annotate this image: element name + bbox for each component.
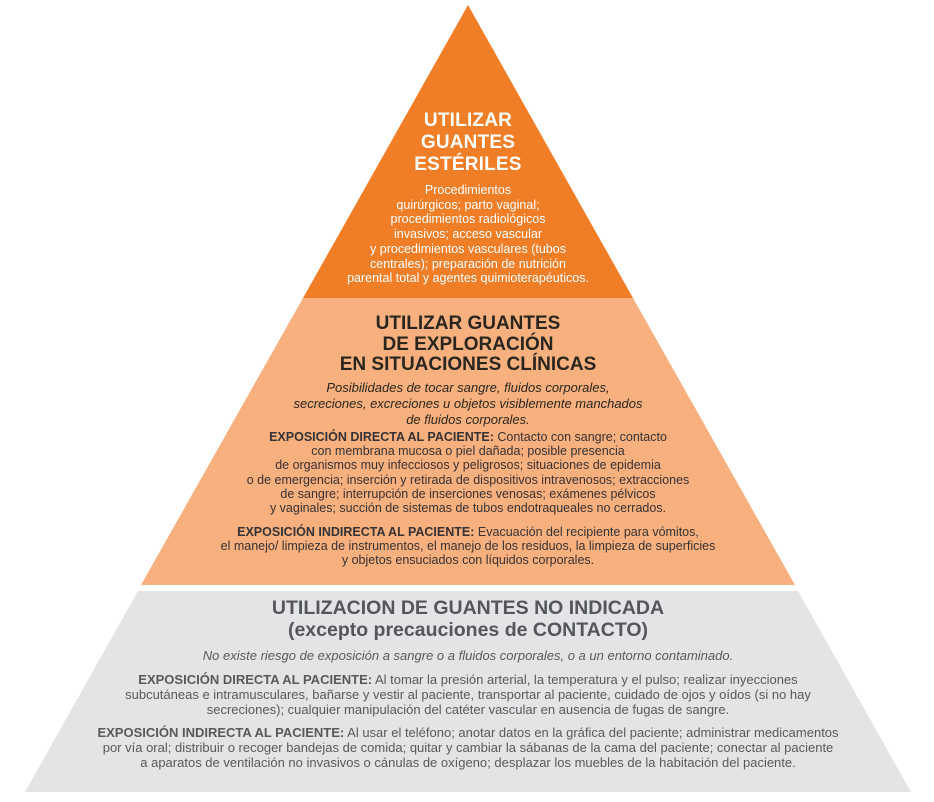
tier2-heading-line: UTILIZAR GUANTES (375, 313, 561, 334)
tier1-body-line: Procedimientos (424, 183, 512, 197)
paragraph-line: con membrana mucosa o piel dañada; posible presencia (311, 444, 625, 459)
tier2-subtitle-line: secreciones, excreciones u objetos visiblemente manchados (293, 395, 643, 411)
tier2-subtitle (293, 380, 642, 427)
tier2-direct-exposure-label: EXPOSICIÓN DIRECTA AL PACIENTE: (269, 430, 494, 444)
tier1-heading-line: ESTÉRILES (414, 154, 522, 175)
paragraph-line: a aparatos de ventilación no invasivos o cánulas de oxígeno; desplazar los muebles de la habitación del paciente. (140, 754, 796, 770)
tier3-subtitle (203, 648, 733, 664)
tier3-indirect-exposure-label: EXPOSICIÓN INDIRECTA AL PACIENTE: (97, 725, 345, 740)
tier3-direct-exposure-label: EXPOSICIÓN DIRECTA AL PACIENTE: (138, 672, 373, 687)
paragraph-line (97, 726, 838, 741)
paragraph-line (221, 525, 716, 539)
paragraph-line: de sangre; interrupción de inserciones venosas; exámenes pélvicos (280, 486, 656, 501)
tier3-heading-line: (excepto precauciones de CONTACTO) (287, 618, 649, 641)
tier3-direct-exposure-paragraph (125, 673, 811, 717)
paragraph-line (247, 430, 690, 444)
paragraph-line: subcutáneas e intramusculares, bañarse y vestir al paciente, transportar al paciente, cuidado de ojos y oídos (si no hay (125, 686, 811, 702)
tier3-heading-line: UTILIZACION DE GUANTES NO INDICADA (271, 597, 665, 619)
tier3-indirect-exposure-paragraph (97, 726, 838, 770)
tier2-heading (340, 314, 597, 376)
paragraph-line-text: Al tomar la presión arterial, la temperatura y el pulso; realizar inyecciones (374, 672, 798, 687)
paragraph-line-text: Contacto con sangre; contacto (497, 430, 667, 444)
paragraph-line: y vaginales; succión de sistemas de tubos endotraqueales no cerrados. (269, 501, 667, 516)
tier2-indirect-exposure-paragraph (221, 525, 716, 568)
paragraph-line: el manejo/ limpieza de instrumentos, el manejo de los residuos, la limpieza de superficies (220, 539, 716, 554)
tier2-subtitle-line: de fluidos corporales. (406, 411, 530, 427)
tier1-body-line: procedimientos radiológicos (390, 212, 546, 227)
tier2-heading-line: DE EXPLORACIÓN (382, 333, 554, 355)
paragraph-line: secreciones); cualquier manipulación del catéter vascular en ausencia de fugas de sangre. (206, 701, 730, 717)
tier1-body-line: y procedimientos vasculares (tubos (370, 241, 566, 256)
tier1-body (347, 183, 589, 286)
paragraph-line (125, 673, 811, 688)
tier2-indirect-exposure-label: EXPOSICIÓN INDIRECTA AL PACIENTE: (237, 525, 475, 539)
tier1-body-line: quirúrgicos; parto vaginal; (396, 197, 540, 212)
tier1-body-line: invasivos; acceso vascular (394, 227, 542, 242)
tier3-heading (272, 598, 664, 641)
tier2-direct-exposure-paragraph (247, 430, 690, 515)
tier1-heading-line: UTILIZAR (423, 110, 513, 131)
paragraph-line: por vía oral; distribuir o recoger bandejas de comida; quitar y cambiar la sábanas de la cama del paciente; conectar al paciente (102, 739, 834, 755)
tier1-heading-line: GUANTES (420, 132, 516, 153)
tier2-heading-line: EN SITUACIONES CLÍNICAS (339, 354, 597, 375)
tier1-heading (414, 110, 521, 176)
tier1-body-line: centrales); preparación de nutrición (370, 256, 566, 271)
tier1-body-line: parental total y agentes quimioterapéuticos. (347, 271, 589, 286)
paragraph-line-text: Al usar el teléfono; anotar datos en la gráfica del paciente; administrar medicamentos (347, 725, 839, 740)
tier3-subtitle-line: No existe riesgo de exposición a sangre o a fluidos corporales, o a un entorno contaminado. (202, 648, 734, 663)
paragraph-line: de organismos muy infecciosos y peligrosos; situaciones de epidemia (275, 458, 661, 473)
tier2-subtitle-line: Posibilidades de tocar sangre, fluidos corporales, (326, 380, 610, 395)
paragraph-line: o de emergencia; inserción y retirada de dispositivos intravenosos; extracciones (246, 472, 690, 487)
paragraph-line: y objetos ensuciados con líquidos corporales. (341, 553, 595, 568)
paragraph-line-text: Evacuación del recipiente para vómitos, (477, 525, 699, 539)
